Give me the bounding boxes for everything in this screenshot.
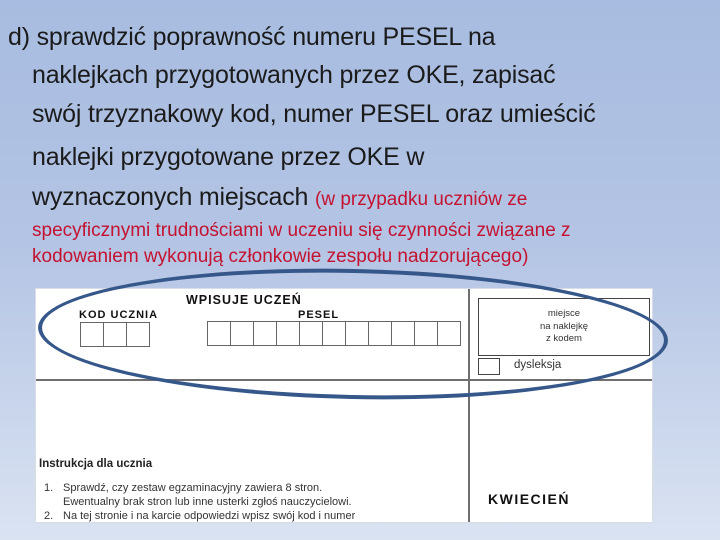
student-instructions-title: Instrukcja dla ucznia bbox=[39, 458, 153, 470]
pesel-label: PESEL bbox=[298, 309, 340, 321]
instruction-text: Sprawdź, czy zestaw egzaminacyjny zawiera 8 stron. bbox=[63, 482, 323, 494]
instruction-text: Na tej stronie i na karcie odpowiedzi wpisz swój kod i numer bbox=[63, 510, 356, 522]
slide-text-black: wyznaczonych miejscach bbox=[32, 183, 316, 211]
sticker-text-line: miejsce bbox=[547, 307, 581, 319]
slide-text-red-note: kodowaniem wykonują członkowie zespołu nadzorującego) bbox=[32, 246, 529, 267]
slide-text-line: d) sprawdzić poprawność numeru PESEL na bbox=[8, 23, 496, 51]
exam-month-label: KWIECIEŃ bbox=[488, 491, 570, 507]
sticker-text-line: na naklejkę bbox=[539, 320, 589, 332]
instruction-text: Ewentualny brak stron lub inne usterki zgłoś nauczycielowi. bbox=[63, 496, 352, 508]
form-section-header: WPISUJE UCZEŃ bbox=[186, 293, 302, 307]
slide-text-line bbox=[32, 184, 527, 212]
instruction-number: 2. bbox=[44, 510, 54, 522]
dyslexia-label: dysleksja bbox=[514, 359, 562, 371]
slide-text-line: swój trzyznakowy kod, numer PESEL oraz umieścić bbox=[32, 100, 596, 128]
slide-text-red-note: (w przypadku uczniów ze bbox=[315, 189, 528, 210]
slide-text-line: naklejki przygotowane przez OKE w bbox=[32, 143, 425, 171]
sticker-text-line: z kodem bbox=[546, 333, 582, 345]
slide-text-red-note: specyficznymi trudnościami w uczeniu się czynności związane z bbox=[32, 220, 571, 241]
slide-text-line: naklejkach przygotowanych przez OKE, zapisać bbox=[32, 61, 556, 89]
student-code-label: KOD UCZNIA bbox=[79, 309, 159, 321]
instruction-number: 1. bbox=[44, 482, 54, 494]
